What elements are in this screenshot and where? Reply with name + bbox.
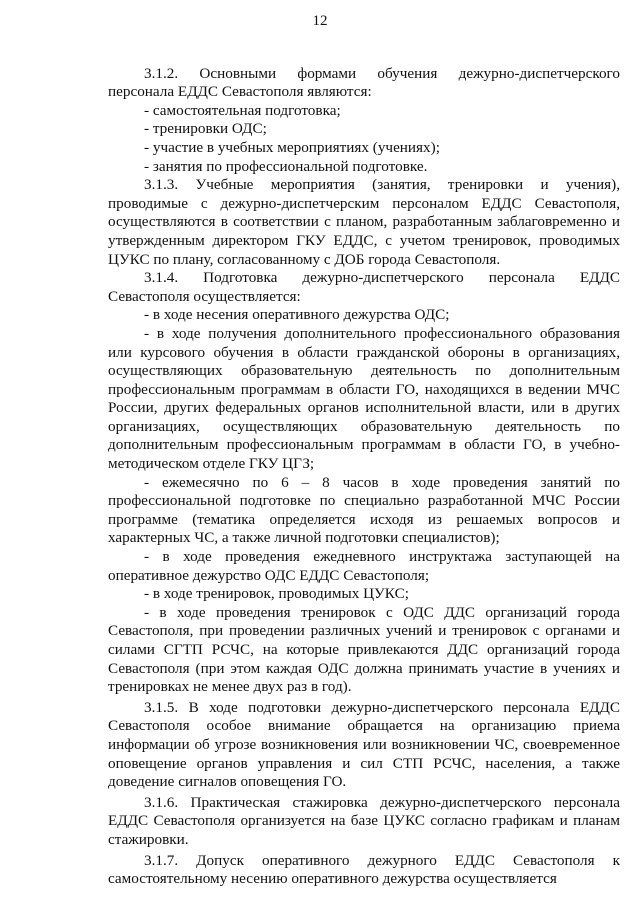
paragraph-3-1-3: 3.1.3. Учебные мероприятия (занятия, тренировки и учения), проводимые с дежурно-диспетчерским персоналом ЕДДС Севастополя, осуществляются в соответствии с планом, разработанным заблаговременно и утвержденным директором ГКУ ЕДДС, с учетом тренировок, проводимых ЦУКС по плану, согласованному с ДОБ города Севастополя. — [108, 176, 620, 268]
list-item-dds-trainings: - в ходе проведения тренировок с ОДС ДДС организаций города Севастополя, при проведении различных учений и тренировок с органами и силами СГТП РСЧС, на которые привлекаются ДДС организаций города Севастополя (при этом каждая ОДС должна принимать участие в учениях и тренировках не менее двух раз в год). — [108, 603, 620, 696]
paragraph-3-1-2: 3.1.2. Основными формами обучения дежурно-диспетчерского персонала ЕДДС Севастополя являются: — [108, 64, 620, 101]
list-item-professional-classes: - занятия по профессиональной подготовке. — [144, 157, 428, 175]
paragraph-3-1-7: 3.1.7. Допуск оперативного дежурного ЕДДС Севастополя к самостоятельному несению оперативного дежурства осуществляется — [108, 851, 620, 888]
list-item-duty: - в ходе несения оперативного дежурства ОДС; — [144, 306, 450, 324]
list-item-additional-education: - в ходе получения дополнительного профессионального образования или курсового обучения в области гражданской обороны в организациях, осуществляющих образовательную деятельность по дополнительным профессиональным программам в области ГО, находящихся в ведении МЧС России, других федеральных органов исполнительной власти, или в других организациях, осуществляющих образовательную деятельность по дополнительным профессиональным программам в области ГО, в учебно-методическом отделе ГКУ ЦГЗ; — [108, 324, 620, 473]
paragraph-3-1-5: 3.1.5. В ходе подготовки дежурно-диспетчерского персонала ЕДДС Севастополя особое внимание обращается на организацию приема информации об угрозе возникновения или возникновении ЧС, своевременное оповещение органов управления и сил СТП РСЧС, населения, а также доведение сигналов оповещения ГО. — [108, 698, 620, 791]
list-item-self-study: - самостоятельная подготовка; — [144, 101, 341, 119]
paragraph-3-1-4: 3.1.4. Подготовка дежурно-диспетчерского персонала ЕДДС Севастополя осуществляется: — [108, 269, 620, 305]
page-number: 12 — [312, 13, 328, 29]
list-item-exercises: - участие в учебных мероприятиях (учениях); — [144, 138, 440, 156]
list-item-tsuks-trainings: - в ходе тренировок, проводимых ЦУКС; — [144, 585, 409, 603]
list-item-monthly-classes: - ежемесячно по 6 – 8 часов в ходе проведения занятий по профессиональной подготовке по специально разработанной МЧС России программе (тематика определяется исходя из решаемых вопросов и характерных ЧС, а также личной подготовки специалистов); — [108, 473, 620, 547]
paragraph-3-1-6: 3.1.6. Практическая стажировка дежурно-диспетчерского персонала ЕДДС Севастополя организуется на базе ЦУКС согласно графикам и планам стажировки. — [108, 793, 620, 848]
list-item-ods-trainings: - тренировки ОДС; — [144, 120, 267, 138]
list-item-daily-briefing: - в ходе проведения ежедневного инструктажа заступающей на оперативное дежурство ОДС ЕДДС Севастополя; — [108, 548, 620, 584]
